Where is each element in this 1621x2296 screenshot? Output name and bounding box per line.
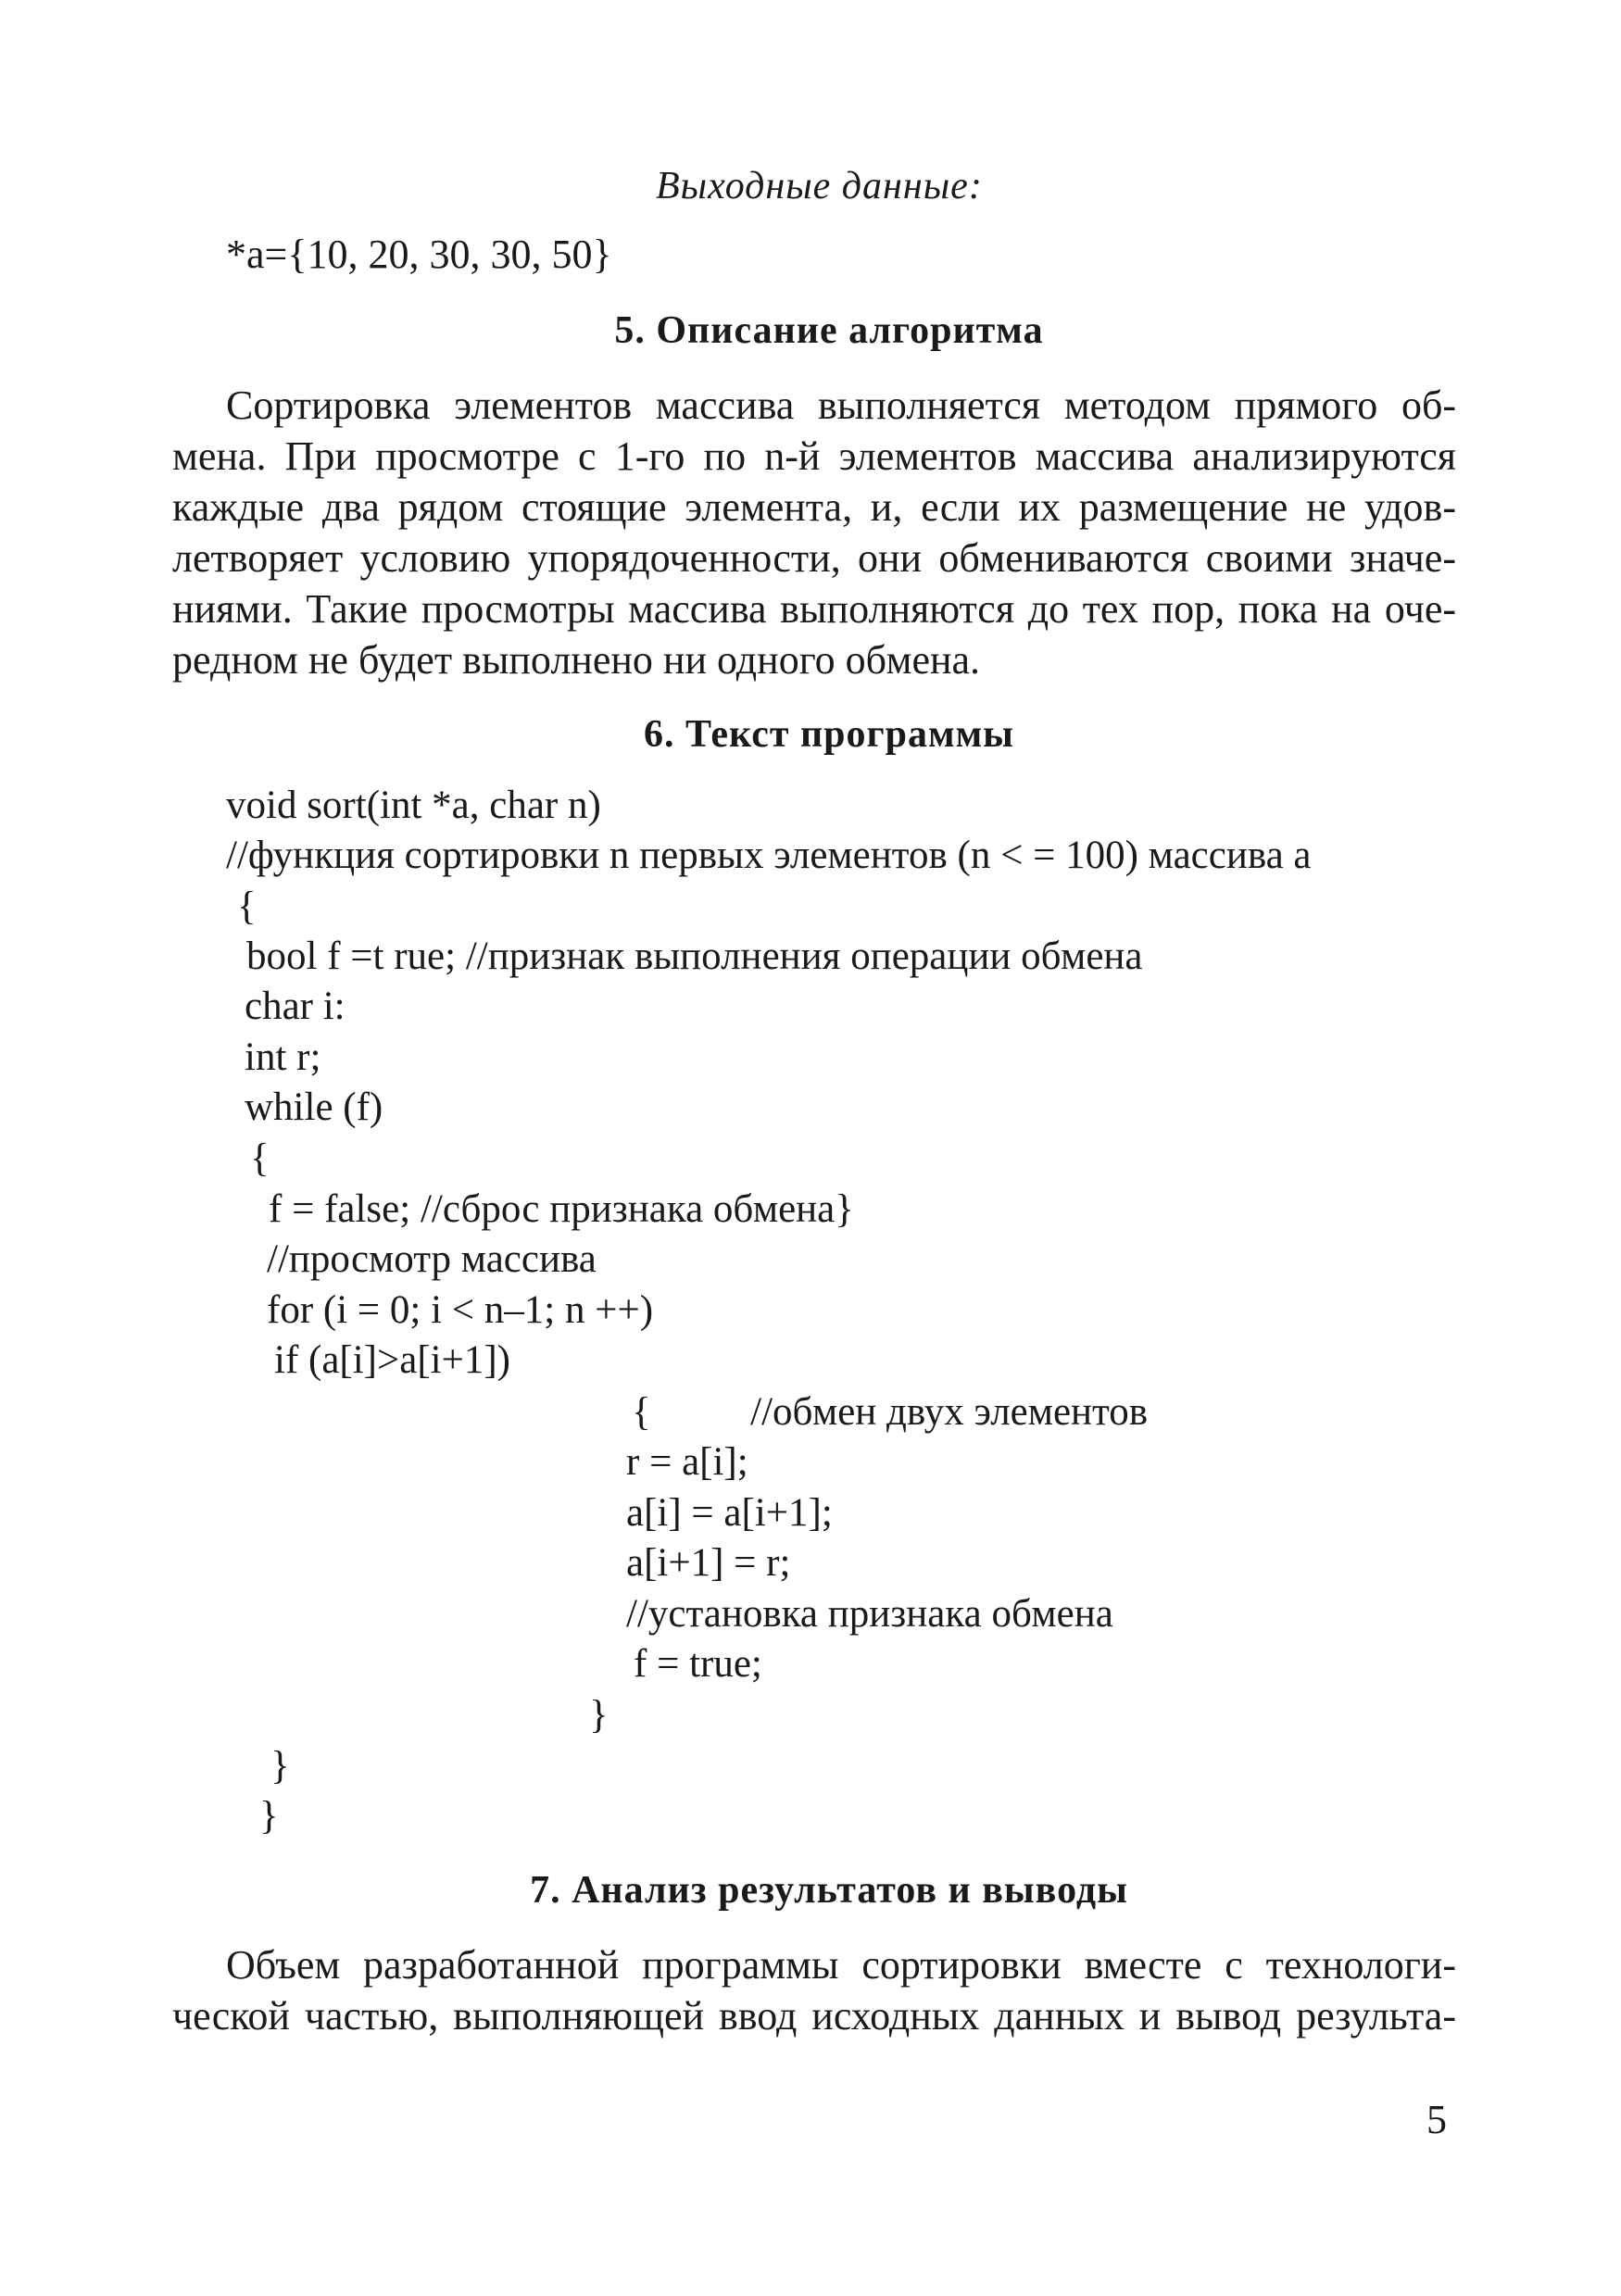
section-6-title: 6. Текст программы bbox=[644, 713, 1014, 756]
code-line: //функция сортировки n первых элементов (n < = 100) массива a bbox=[226, 834, 1312, 877]
code-line: { //обмен двух элементов bbox=[632, 1390, 1149, 1434]
output-data-heading: Выходные данные: bbox=[656, 165, 983, 207]
paragraph-line: каждые два рядом стоящие элемента, и, если их размещение не удов- bbox=[172, 484, 1456, 530]
paragraph-line: Сортировка элементов массива выполняется методом прямого об- bbox=[226, 383, 1456, 428]
code-line: { bbox=[250, 1136, 270, 1180]
code-line: if (a[i]>a[i+1]) bbox=[274, 1338, 510, 1382]
code-line: //установка признака обмена bbox=[626, 1592, 1113, 1636]
code-line: a[i] = a[i+1]; bbox=[626, 1491, 833, 1535]
code-line: f = true; bbox=[634, 1642, 762, 1686]
paragraph-line: ниями. Такие просмотры массива выполняются до тех пор, пока на оче- bbox=[172, 586, 1456, 632]
section-5-title: 5. Описание алгоритма bbox=[614, 309, 1044, 352]
page-number: 5 bbox=[1426, 2097, 1447, 2142]
code-line: while (f) bbox=[245, 1085, 383, 1129]
code-line: a[i+1] = r; bbox=[626, 1541, 791, 1585]
code-line: r = a[i]; bbox=[626, 1440, 748, 1484]
section-7-paragraph bbox=[172, 1939, 1456, 2041]
section-7-title: 7. Анализ результатов и выводы bbox=[530, 1869, 1128, 1912]
code-line: f = false; //сброс признака обмена} bbox=[269, 1187, 854, 1231]
paragraph-line: летворяет условию упорядоченности, они обмениваются своими значе- bbox=[172, 535, 1456, 581]
code-line: } bbox=[259, 1794, 279, 1838]
code-line: } bbox=[589, 1693, 609, 1737]
section-5-paragraph bbox=[172, 380, 1456, 685]
code-line: } bbox=[270, 1744, 290, 1788]
code-line: //просмотр массива bbox=[267, 1237, 597, 1281]
paragraph-line: Объем разработанной программы сортировки вместе с технологи- bbox=[226, 1942, 1456, 1988]
paragraph-line: мена. При просмотре с 1-го по n-й элементов массива анализируются bbox=[172, 433, 1456, 479]
code-line: int r; bbox=[245, 1035, 321, 1079]
output-data-value: *a={10, 20, 30, 30, 50} bbox=[226, 232, 612, 277]
paragraph-line: ческой частью, выполняющей ввод исходных данных и вывод результа- bbox=[172, 1993, 1456, 2039]
paragraph-line: редном не будет выполнено ни одного обмена. bbox=[172, 637, 981, 683]
code-line: for (i = 0; i < n–1; n ++) bbox=[267, 1288, 654, 1332]
code-line: char i: bbox=[245, 985, 346, 1028]
code-line: { bbox=[237, 885, 257, 928]
code-line: bool f =t rue; //признак выполнения операции обмена bbox=[246, 935, 1143, 978]
code-line: void sort(int *a, char n) bbox=[226, 784, 601, 827]
